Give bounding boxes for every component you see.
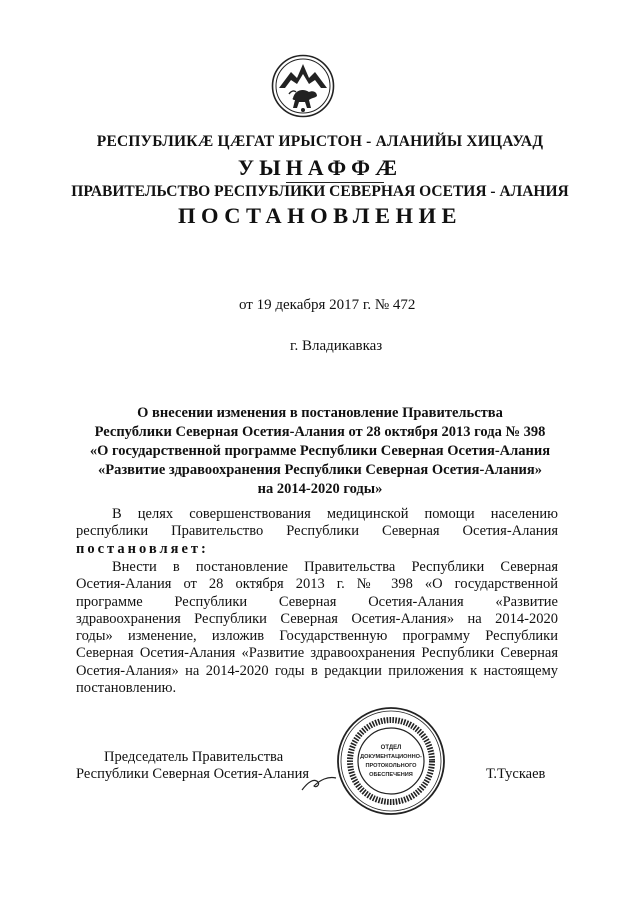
signatory-position: Председатель Правительства: [104, 749, 284, 765]
paragraph-line: программе Республики Северная Осетия-Алания «Развитие: [76, 593, 558, 610]
title-line: О внесении изменения в постановление Правительства: [137, 405, 503, 421]
signatory-name: Т.Тускаев: [486, 766, 546, 782]
title-line: «Развитие здравоохранения Республики Северная Осетия-Алания»: [98, 462, 542, 478]
stamp-line: ДОКУМЕНТАЦИОННО-: [360, 754, 422, 760]
resolves-word: постановляет:: [76, 540, 209, 557]
paragraph-line: Северная Осетия-Алания «Развитие здравоохранения Республики Северная: [76, 645, 558, 662]
official-stamp: [336, 706, 446, 816]
title-line: на 2014-2020 годы»: [257, 481, 383, 497]
handwritten-signature: [300, 772, 340, 794]
resolution-paragraph: [76, 559, 558, 697]
ossetian-document-type: УЫНАФФÆ: [237, 155, 403, 180]
government-header: ПРАВИТЕЛЬСТВО РЕСПУБЛИКИ СЕВЕРНАЯ ОСЕТИЯ - АЛАНИЯ: [71, 183, 569, 200]
ossetian-government-header: РЕСПУБЛИКÆ ЦÆГАТ ИРЫСТОН - АЛАНИЙЫ ХИЦАУАД: [96, 133, 544, 150]
paragraph-line: постановлению.: [76, 680, 177, 697]
paragraph-line: Осетия-Алания» на 2014-2020 годы в редакции приложения к настоящему: [76, 662, 558, 679]
document-city: г. Владикавказ: [290, 338, 383, 354]
title-line: «О государственной программе Республики Северная Осетия-Алания: [89, 443, 551, 459]
preamble-paragraph: [76, 506, 558, 558]
paragraph-line: здравоохранения Республики Северная Осетия-Алания» на 2014-2020: [76, 610, 558, 627]
paragraph-line: республики Правительство Республики Северная Осетия-Алания: [76, 523, 558, 540]
stamp-line: ОТДЕЛ: [380, 745, 402, 751]
document-date-number: от 19 декабря 2017 г. № 472: [239, 297, 416, 313]
paragraph-line: Внести в постановление Правительства Республики Северная: [112, 559, 558, 575]
coat-of-arms-icon: [271, 54, 335, 118]
stamp-line: ОБЕСПЕЧЕНИЯ: [369, 772, 413, 778]
title-line: Республики Северная Осетия-Алания от 28 октября 2013 года № 398: [94, 424, 546, 440]
document-title: [60, 404, 580, 499]
paragraph-line: годы» изменение, изложив Государственную программу Республики: [76, 628, 558, 645]
document-type: ПОСТАНОВЛЕНИЕ: [177, 203, 463, 228]
signatory-organization: Республики Северная Осетия-Алания: [76, 766, 310, 782]
paragraph-line: Осетия-Алания от 28 октября 2013 г. № 398 «О государственной: [76, 576, 558, 593]
paragraph-line: В целях совершенствования медицинской помощи населению: [112, 506, 558, 522]
stamp-line: ПРОТОКОЛЬНОГО: [365, 763, 417, 769]
